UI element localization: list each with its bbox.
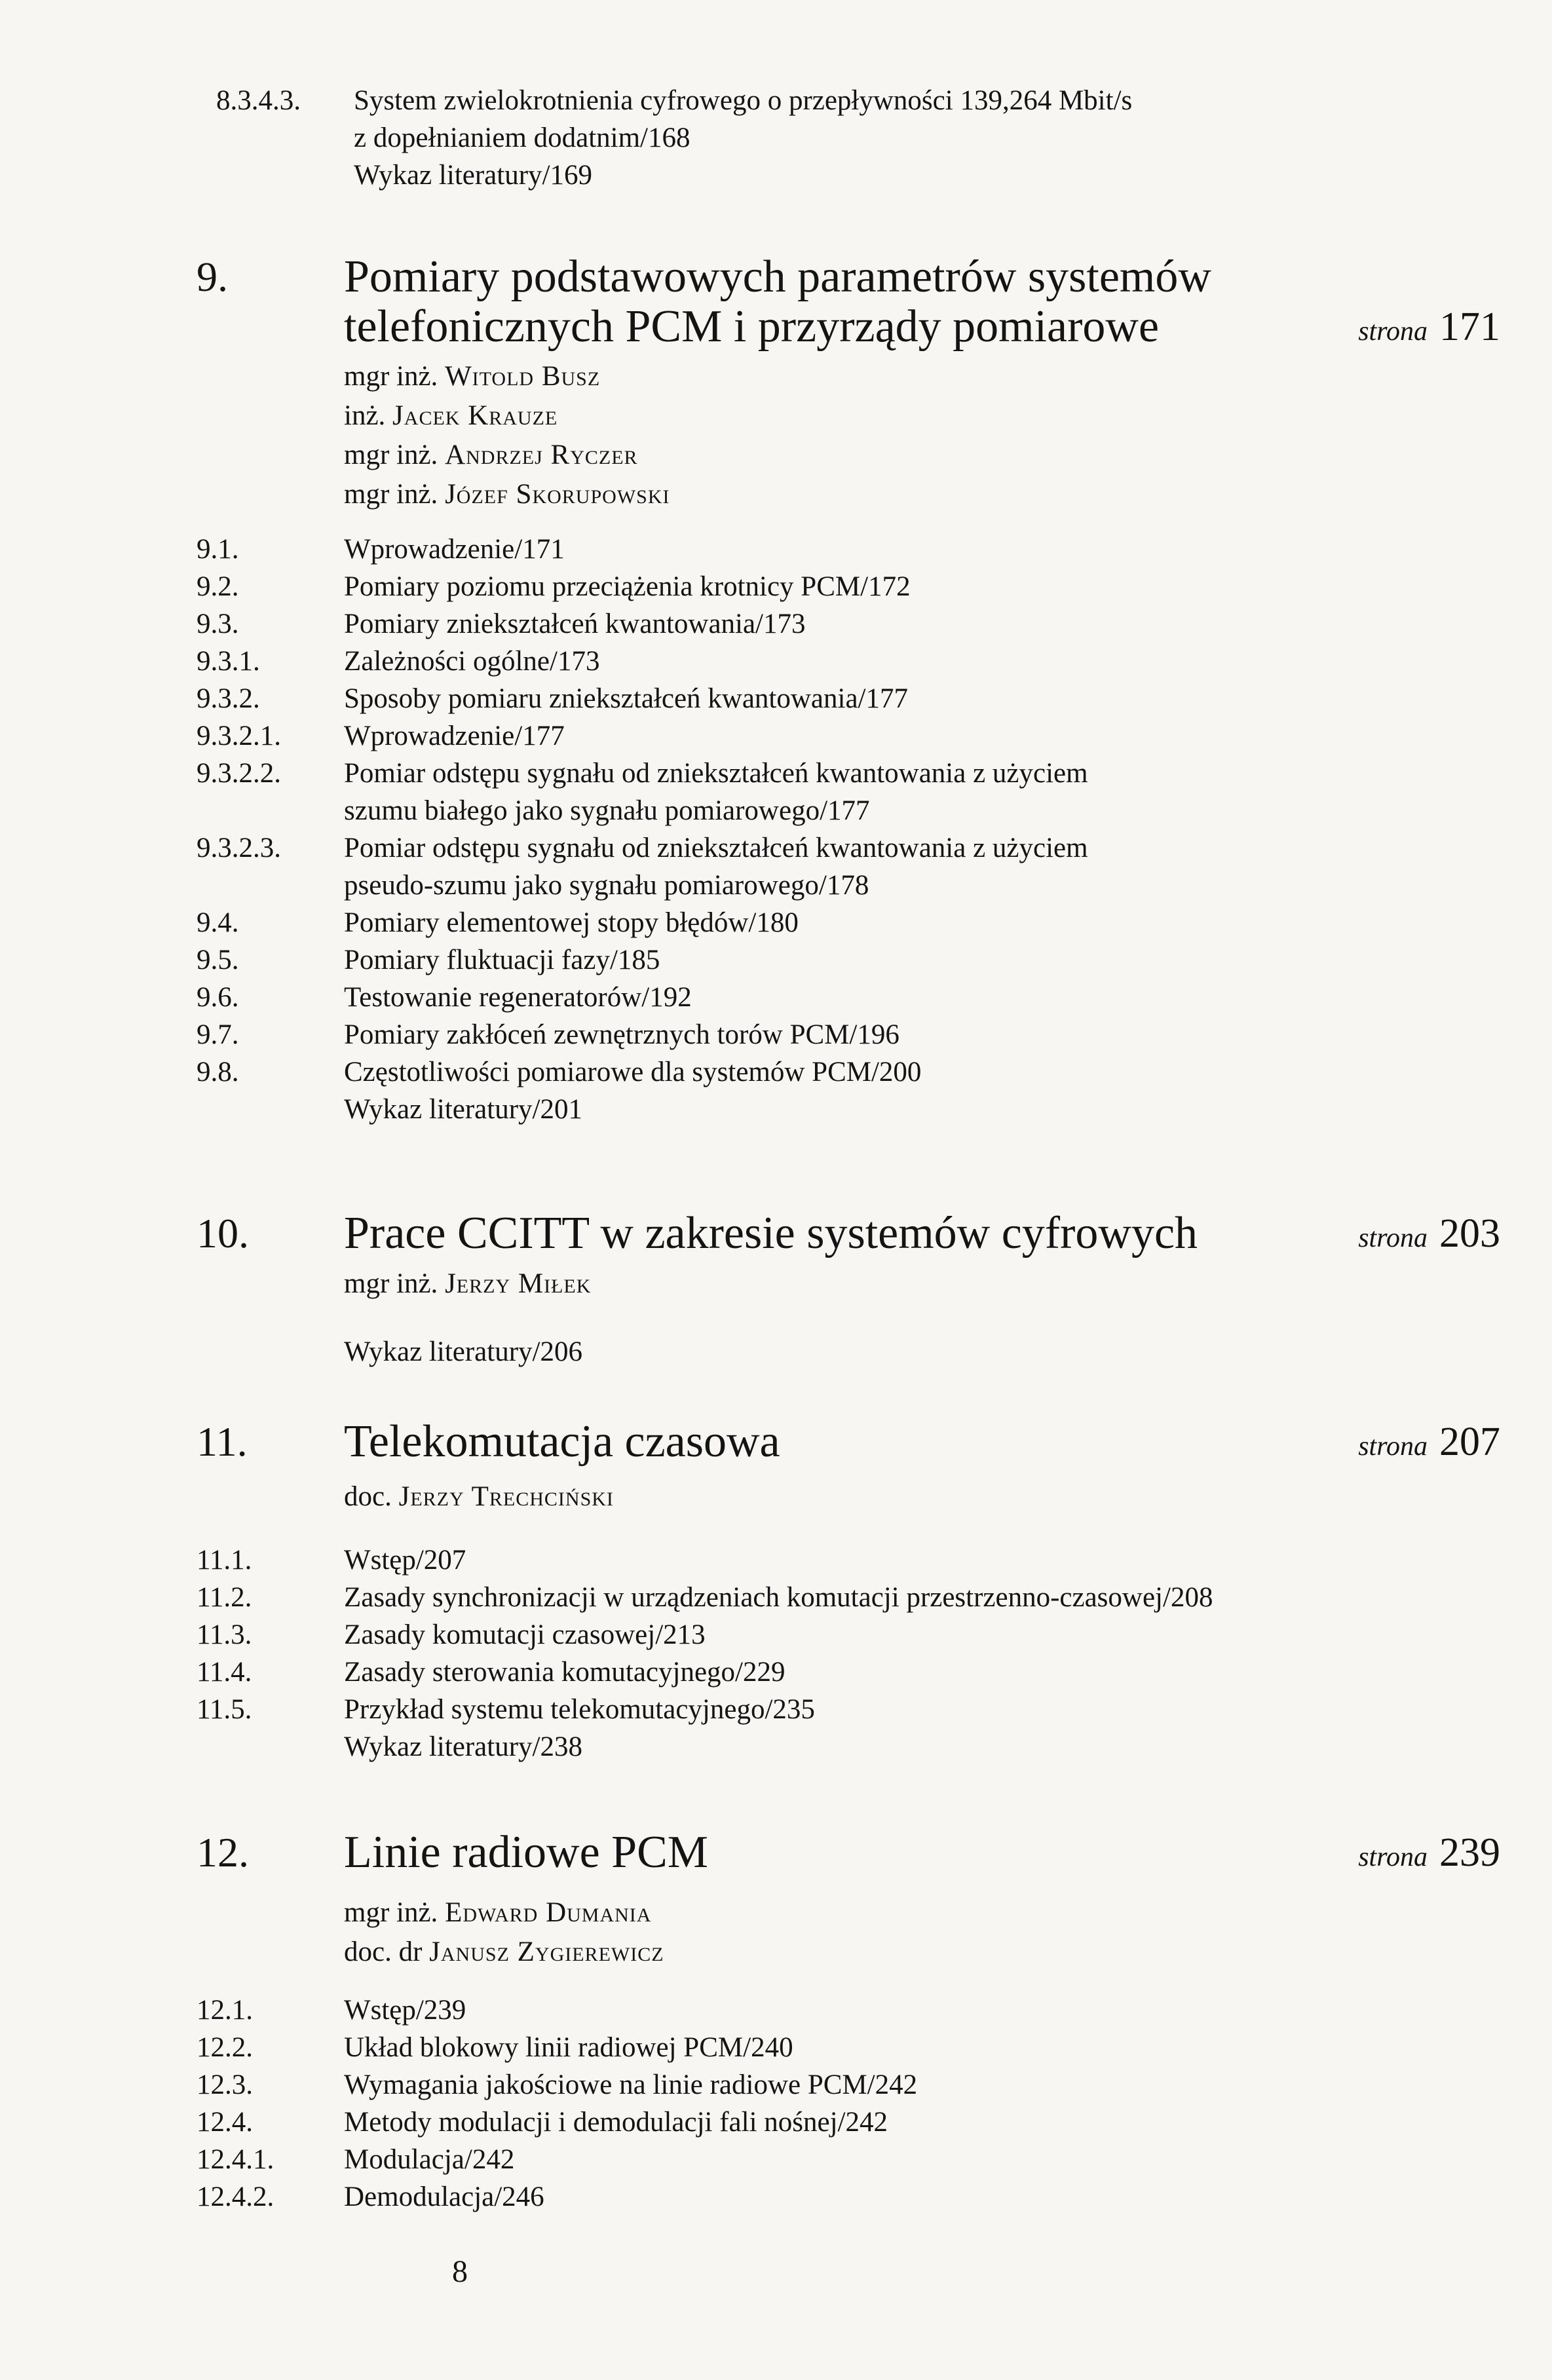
chapter-title-line: Linie radiowe PCM — [344, 1827, 709, 1878]
strona-label: strona — [1358, 1431, 1428, 1462]
toc-item — [197, 2066, 1507, 2104]
toc-item — [197, 643, 1507, 680]
toc-item — [197, 605, 1507, 643]
chapter-page-number: 207 — [1439, 1420, 1500, 1464]
item-text: Pomiary zakłóceń zewnętrznych torów PCM/196 — [344, 1019, 899, 1050]
toc-item — [197, 2104, 1507, 2141]
authors — [344, 1477, 614, 1517]
item-number: 12.3. — [197, 2069, 253, 2100]
authors — [344, 357, 670, 514]
item-text: Modulacja/242 — [344, 2144, 515, 2175]
item-number: 11.1. — [197, 1545, 252, 1576]
item-text: Układ blokowy linii radiowej PCM/240 — [344, 2032, 793, 2063]
chapter-items — [197, 1541, 1507, 1766]
item-text: Częstotliwości pomiarowe dla systemów PCM/200 — [344, 1057, 922, 1087]
item-text: Przykład systemu telekomutacyjnego/235 — [344, 1694, 815, 1725]
chapter-heading — [197, 252, 1500, 350]
item-number: 11.5. — [197, 1694, 252, 1725]
item-text: Zasady synchronizacji w urządzeniach komutacji przestrzenno-czasowej/208 — [344, 1582, 1213, 1613]
toc-item — [197, 904, 1507, 941]
author: doc. dr Janusz Zygierewicz — [344, 1936, 664, 1967]
item-text: Zależności ogólne/173 — [344, 646, 600, 677]
toc-item — [197, 1579, 1507, 1616]
chapter-number: 11. — [197, 1418, 248, 1465]
toc-item — [197, 2178, 1507, 2216]
item-text: Testowanie regeneratorów/192 — [344, 982, 692, 1013]
item-number: 11.3. — [197, 1619, 252, 1650]
item-number: 9.3.2.3. — [197, 833, 281, 863]
item-text: Wstęp/207 — [344, 1545, 466, 1576]
chapter-title — [344, 1417, 1327, 1467]
item-number: 12.2. — [197, 2032, 253, 2063]
authors — [344, 1893, 664, 1972]
chapter-title — [344, 1828, 1327, 1878]
author: inż. Jacek Krauze — [344, 400, 558, 431]
toc-item — [197, 531, 1507, 568]
chapter-title-line: telefonicznych PCM i przyrządy pomiarowe — [344, 301, 1160, 352]
item-number: 12.4. — [197, 2107, 253, 2138]
item-text: Zasady komutacji czasowej/213 — [344, 1619, 706, 1650]
chapter-title — [344, 1209, 1327, 1258]
toc-item — [197, 829, 1507, 904]
author: mgr inż. Józef Skorupowski — [344, 479, 670, 510]
item-text: Wykaz literatury/169 — [354, 160, 592, 191]
authors — [344, 1264, 591, 1304]
chapter-number: 10. — [197, 1210, 249, 1256]
chapter-items — [197, 1333, 1507, 1370]
toc-item — [197, 941, 1507, 979]
toc-item — [197, 717, 1507, 755]
item-number: 9.3. — [197, 609, 239, 639]
item-text: Wprowadzenie/171 — [344, 534, 565, 565]
chapter-page-ref — [1358, 1828, 1500, 1888]
item-number: 9.3.2.1. — [197, 721, 281, 751]
chapter-title-line: Pomiary podstawowych parametrów systemów — [344, 252, 1211, 302]
chapter-number: 9. — [197, 254, 228, 300]
item-text: Sposoby pomiaru zniekształceń kwantowania/177 — [344, 683, 908, 714]
item-text: Zasady sterowania komutacyjnego/229 — [344, 1657, 785, 1688]
author: mgr inż. Jerzy Miłek — [344, 1268, 592, 1299]
toc-item — [197, 1691, 1507, 1728]
chapter-page-number: 203 — [1439, 1211, 1500, 1256]
chapter-page-ref — [1358, 302, 1500, 362]
item-number: 9.3.1. — [197, 646, 260, 677]
toc-item-continued — [216, 119, 1330, 157]
item-text: Pomiary zniekształceń kwantowania/173 — [344, 609, 806, 639]
chapter-items — [197, 531, 1507, 1128]
item-text: szumu białego jako sygnału pomiarowego/177 — [344, 795, 870, 826]
item-number: 9.8. — [197, 1057, 239, 1087]
item-number: 8.3.4.3. — [216, 85, 301, 116]
item-number: 9.5. — [197, 945, 239, 975]
chapter-12 — [197, 1827, 1500, 2212]
author: mgr inż. Witold Busz — [344, 361, 601, 392]
item-text: pseudo-szumu jako sygnału pomiarowego/178 — [344, 870, 869, 901]
item-text: Wstęp/239 — [344, 1995, 466, 2026]
page-number: 8 — [452, 2254, 468, 2289]
chapter-page-number: 171 — [1439, 305, 1500, 349]
item-text: Pomiary elementowej stopy błędów/180 — [344, 907, 799, 938]
toc-item — [197, 2141, 1507, 2178]
chapter-page-ref — [1358, 1209, 1500, 1269]
item-text: z dopełnianiem dodatnim/168 — [354, 123, 691, 153]
toc-item — [197, 1992, 1507, 2029]
item-number: 9.4. — [197, 907, 239, 938]
chapter-page-number: 239 — [1439, 1830, 1500, 1875]
item-number: 11.4. — [197, 1657, 252, 1688]
toc-item — [216, 82, 1330, 119]
strona-label: strona — [1358, 316, 1428, 347]
item-text: Wymagania jakościowe na linie radiowe PCM/242 — [344, 2069, 918, 2100]
toc-item — [197, 1016, 1507, 1053]
item-number: 9.2. — [197, 571, 239, 602]
item-number: 9.7. — [197, 1019, 239, 1050]
toc-item — [197, 1653, 1507, 1691]
toc-item — [197, 755, 1507, 829]
strona-label: strona — [1358, 1223, 1428, 1253]
toc-item — [197, 1541, 1507, 1579]
toc-item — [197, 979, 1507, 1016]
item-text: Pomiar odstępu sygnału od zniekształceń kwantowania z użyciem — [344, 758, 1088, 789]
item-text: Wprowadzenie/177 — [344, 721, 565, 751]
chapter-items — [197, 1992, 1507, 2216]
toc-item — [197, 2029, 1507, 2066]
item-text: Metody modulacji i demodulacji fali nośnej/242 — [344, 2107, 888, 2138]
chapter-10 — [197, 1208, 1500, 1367]
chapter-11 — [197, 1416, 1500, 1762]
literature-line: Wykaz literatury/238 — [344, 1731, 582, 1762]
item-text: Pomiary poziomu przeciążenia krotnicy PCM/172 — [344, 571, 911, 602]
item-text: Demodulacja/246 — [344, 2182, 544, 2212]
literature-line — [216, 157, 1330, 194]
item-text: System zwielokrotnienia cyfrowego o przepływności 139,264 Mbit/s — [354, 85, 1133, 116]
chapter-heading — [197, 1417, 1500, 1469]
chapter-heading — [197, 1209, 1500, 1261]
literature-line: Wykaz literatury/201 — [344, 1094, 582, 1125]
author: doc. Jerzy Trechciński — [344, 1481, 614, 1512]
toc-item — [197, 1616, 1507, 1653]
toc-item — [197, 568, 1507, 605]
item-number: 12.4.1. — [197, 2144, 274, 2175]
item-number: 9.1. — [197, 534, 239, 565]
chapter-title-line: Telekomutacja czasowa — [344, 1416, 780, 1467]
item-number: 9.3.2.2. — [197, 758, 281, 789]
chapter-page-ref — [1358, 1417, 1500, 1477]
item-number: 9.6. — [197, 982, 239, 1013]
item-number: 9.3.2. — [197, 683, 260, 714]
author: mgr inż. Andrzej Ryczer — [344, 440, 638, 470]
item-number: 11.2. — [197, 1582, 252, 1613]
chapter-9 — [197, 252, 1500, 1125]
toc-item — [197, 1053, 1507, 1091]
literature-line: Wykaz literatury/206 — [344, 1336, 582, 1367]
strona-label: strona — [1358, 1842, 1428, 1872]
author: mgr inż. Edward Dumania — [344, 1897, 652, 1928]
toc-continuation — [216, 82, 1330, 194]
chapter-title — [344, 252, 1327, 352]
item-number: 12.1. — [197, 1995, 253, 2026]
item-text: Pomiar odstępu sygnału od zniekształceń kwantowania z użyciem — [344, 833, 1088, 863]
chapter-title-line: Prace CCITT w zakresie systemów cyfrowych — [344, 1208, 1198, 1258]
toc-item — [197, 680, 1507, 717]
chapter-heading — [197, 1828, 1500, 1880]
item-text: Pomiary fluktuacji fazy/185 — [344, 945, 660, 975]
item-number: 12.4.2. — [197, 2182, 274, 2212]
chapter-number: 12. — [197, 1829, 249, 1876]
